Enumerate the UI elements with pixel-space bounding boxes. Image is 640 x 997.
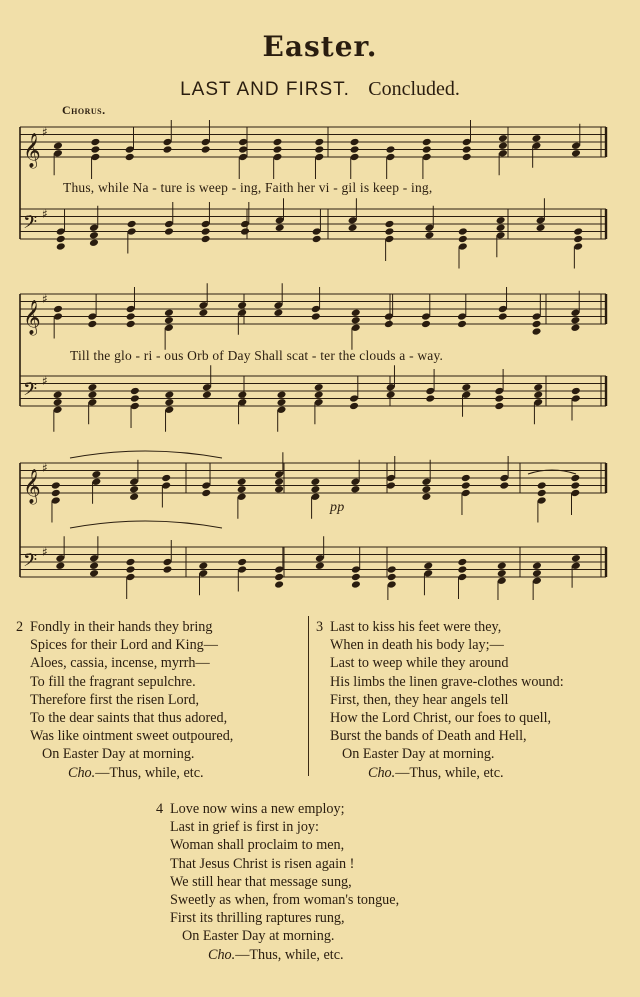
verse-number: 2: [16, 619, 24, 635]
note-head: [55, 561, 65, 570]
note-head: [537, 481, 547, 490]
note-head: [457, 558, 467, 567]
note-head: [130, 394, 140, 403]
note-head: [461, 383, 471, 392]
note-head: [424, 231, 434, 240]
treble-clef-icon: 𝄞: [23, 300, 41, 335]
bass-clef-icon: 𝄢: [23, 212, 38, 238]
note-head: [425, 394, 435, 403]
verse-line: Last to kiss his feet were they,: [330, 619, 502, 635]
note-head: [90, 138, 100, 147]
note-head: [237, 477, 247, 486]
verse-3: [316, 618, 564, 782]
note-head: [311, 312, 321, 321]
note-head: [53, 390, 63, 399]
note-head: [532, 561, 542, 570]
treble-clef-icon: 𝄞: [23, 133, 41, 168]
sharp-icon: ♯: [42, 374, 48, 388]
sharp-icon: ♯: [42, 461, 48, 475]
note-head: [202, 390, 212, 399]
cho-text: —Thus, while, etc.: [395, 764, 504, 781]
chorus-label: Chorus.: [62, 103, 106, 117]
note-head: [532, 569, 542, 578]
note-head: [277, 390, 287, 399]
sharp-icon: ♯: [42, 292, 48, 306]
note-head: [273, 308, 283, 317]
sharp-icon: ♯: [42, 207, 48, 221]
note-head: [498, 141, 508, 150]
cho-label: Cho.: [68, 764, 96, 781]
note-head: [275, 223, 285, 232]
note-head: [497, 569, 507, 578]
note-head: [89, 238, 99, 247]
verse-line: Love now wins a new employ;: [170, 801, 345, 817]
note-head: [571, 149, 581, 158]
note-head: [312, 235, 322, 244]
note-head: [496, 223, 506, 232]
note-head: [87, 390, 97, 399]
cho-label: Cho.: [208, 946, 236, 963]
note-head: [462, 145, 472, 154]
hymn-title-concluded: Concluded.: [368, 78, 460, 100]
note-head: [310, 477, 320, 486]
verse-line: Therefore first the risen Lord,: [30, 691, 199, 708]
note-head: [457, 565, 467, 574]
note-head: [494, 402, 504, 411]
note-head: [201, 489, 211, 498]
note-head: [570, 481, 580, 490]
note-head: [458, 227, 468, 236]
verse-line: Woman shall proclaim to men,: [170, 837, 345, 854]
note-head: [126, 565, 136, 574]
note-head: [384, 320, 394, 329]
verse-line: How the Lord Christ, our foes to quell,: [330, 710, 552, 727]
note-head: [348, 223, 358, 232]
note-head: [384, 220, 394, 229]
note-head: [201, 227, 211, 236]
note-head: [351, 573, 361, 582]
note-head: [87, 383, 97, 392]
cho-text: —Thus, while, etc.: [95, 764, 204, 781]
note-head: [272, 138, 282, 147]
treble-clef-icon: 𝄞: [23, 469, 41, 504]
bass-clef-icon: 𝄢: [23, 379, 38, 405]
note-head: [496, 216, 506, 225]
note-head: [274, 477, 284, 486]
note-head: [384, 227, 394, 236]
hymn-title-text: LAST AND FIRST.: [180, 79, 350, 100]
sharp-icon: ♯: [42, 125, 48, 139]
verse-refrain: On Easter Day at morning.: [42, 746, 195, 763]
verse-line: Burst the bands of Death and Hell,: [330, 728, 527, 745]
note-head: [570, 474, 580, 483]
note-head: [497, 561, 507, 570]
verse-line: His limbs the linen grave-clothes wound:: [330, 673, 564, 690]
verse-line: Aloes, cassia, incense, myrrh—: [30, 655, 210, 672]
note-head: [422, 145, 432, 154]
verse-4: [156, 800, 400, 964]
verse-line: Spices for their Lord and King—: [30, 637, 218, 654]
note-head: [237, 485, 247, 494]
note-head: [201, 145, 211, 154]
note-head: [277, 398, 287, 407]
note-head: [536, 223, 546, 232]
note-head: [87, 320, 97, 329]
note-head: [274, 485, 284, 494]
note-head: [272, 145, 282, 154]
note-head: [198, 308, 208, 317]
note-head: [315, 561, 325, 570]
verse-number: 4: [156, 801, 164, 817]
note-head: [310, 485, 320, 494]
note-head: [458, 235, 468, 244]
note-head: [89, 231, 99, 240]
note-head: [461, 481, 471, 490]
note-head: [56, 242, 66, 251]
note-head: [198, 561, 208, 570]
note-head: [499, 481, 509, 490]
note-head: [162, 565, 172, 574]
note-head: [237, 558, 247, 567]
verse-line: First, then, they hear angels tell: [330, 691, 509, 708]
note-head: [573, 227, 583, 236]
note-head: [237, 301, 247, 310]
note-head: [457, 320, 467, 329]
column-divider: [308, 616, 309, 776]
verse-line: Fondly in their hands they bring: [30, 619, 213, 635]
note-head: [387, 573, 397, 582]
note-head: [51, 489, 61, 498]
note-head: [385, 145, 395, 154]
note-head: [498, 134, 508, 143]
verse-line: That Jesus Christ is risen again !: [170, 855, 355, 872]
note-head: [533, 383, 543, 392]
note-head: [164, 390, 174, 399]
note-head: [351, 580, 361, 589]
section-title: Easter.: [262, 30, 378, 63]
note-head: [537, 489, 547, 498]
note-head: [351, 308, 361, 317]
note-head: [162, 145, 172, 154]
note-head: [164, 316, 174, 325]
verse-line: Last in grief is first in joy:: [170, 819, 319, 836]
note-head: [314, 390, 324, 399]
dynamic-mark: pp: [330, 500, 345, 515]
note-head: [237, 390, 247, 399]
note-head: [350, 138, 360, 147]
sharp-icon: ♯: [42, 545, 48, 559]
verse-line: Last to weep while they around: [330, 655, 509, 672]
verse-line: When in death his body lay;—: [330, 637, 504, 654]
note-head: [498, 312, 508, 321]
note-head: [89, 561, 99, 570]
note-head: [164, 308, 174, 317]
note-head: [461, 474, 471, 483]
note-head: [53, 305, 63, 314]
note-head: [533, 390, 543, 399]
lyric-line-2: Till the glo - ri - ous Orb of Day Shall scat - ter the clouds a - way.: [70, 348, 444, 363]
note-head: [462, 153, 472, 162]
note-head: [387, 565, 397, 574]
note-head: [571, 554, 581, 563]
note-head: [240, 227, 250, 236]
note-head: [126, 320, 136, 329]
note-head: [53, 141, 63, 150]
note-head: [161, 474, 171, 483]
note-head: [314, 138, 324, 147]
note-head: [421, 492, 431, 501]
verse-number: 3: [316, 619, 324, 635]
note-head: [314, 383, 324, 392]
verse-line: Sweetly as when, from woman's tongue,: [170, 892, 400, 909]
note-head: [164, 398, 174, 407]
note-head: [386, 390, 396, 399]
note-head: [494, 394, 504, 403]
note-head: [89, 569, 99, 578]
note-head: [274, 580, 284, 589]
verse-line: We still hear that message sung,: [170, 873, 352, 890]
note-head: [421, 485, 431, 494]
note-head: [274, 573, 284, 582]
verse-2: [16, 618, 234, 782]
verse-line: First its thrilling raptures rung,: [170, 910, 345, 927]
bass-clef-icon: 𝄢: [23, 550, 38, 576]
note-head: [531, 134, 541, 143]
note-head: [56, 235, 66, 244]
note-head: [126, 558, 136, 567]
note-head: [90, 145, 100, 154]
note-head: [351, 316, 361, 325]
note-head: [573, 235, 583, 244]
verse-line: To the dear saints that thus adored,: [30, 710, 228, 727]
note-head: [91, 470, 101, 479]
note-head: [421, 320, 431, 329]
note-head: [314, 145, 324, 154]
lyric-line-1: Thus, while Na - ture is weep - ing, Faith her vi - gil is keep - ing,: [63, 180, 433, 195]
note-head: [164, 227, 174, 236]
verse-refrain: On Easter Day at morning.: [342, 746, 495, 763]
note-head: [130, 387, 140, 396]
note-head: [201, 235, 211, 244]
verse-line: Was like ointment sweet outpoured,: [30, 728, 234, 745]
note-head: [532, 320, 542, 329]
note-head: [532, 327, 542, 336]
cho-text: —Thus, while, etc.: [235, 946, 344, 963]
tie-arc: [70, 451, 222, 458]
note-head: [350, 485, 360, 494]
note-head: [350, 145, 360, 154]
verse-line: To fill the fragrant sepulchre.: [30, 673, 196, 690]
note-head: [422, 138, 432, 147]
verse-refrain: On Easter Day at morning.: [182, 928, 335, 945]
note-head: [571, 387, 581, 396]
note-head: [53, 398, 63, 407]
note-head: [51, 481, 61, 490]
note-head: [129, 492, 139, 501]
note-head: [570, 316, 580, 325]
note-head: [129, 485, 139, 494]
note-head: [423, 561, 433, 570]
note-head: [125, 153, 135, 162]
cho-label: Cho.: [368, 764, 396, 781]
note-head: [349, 402, 359, 411]
note-head: [126, 312, 136, 321]
note-head: [127, 220, 137, 229]
tie-arc: [70, 521, 222, 528]
note-head: [570, 323, 580, 332]
